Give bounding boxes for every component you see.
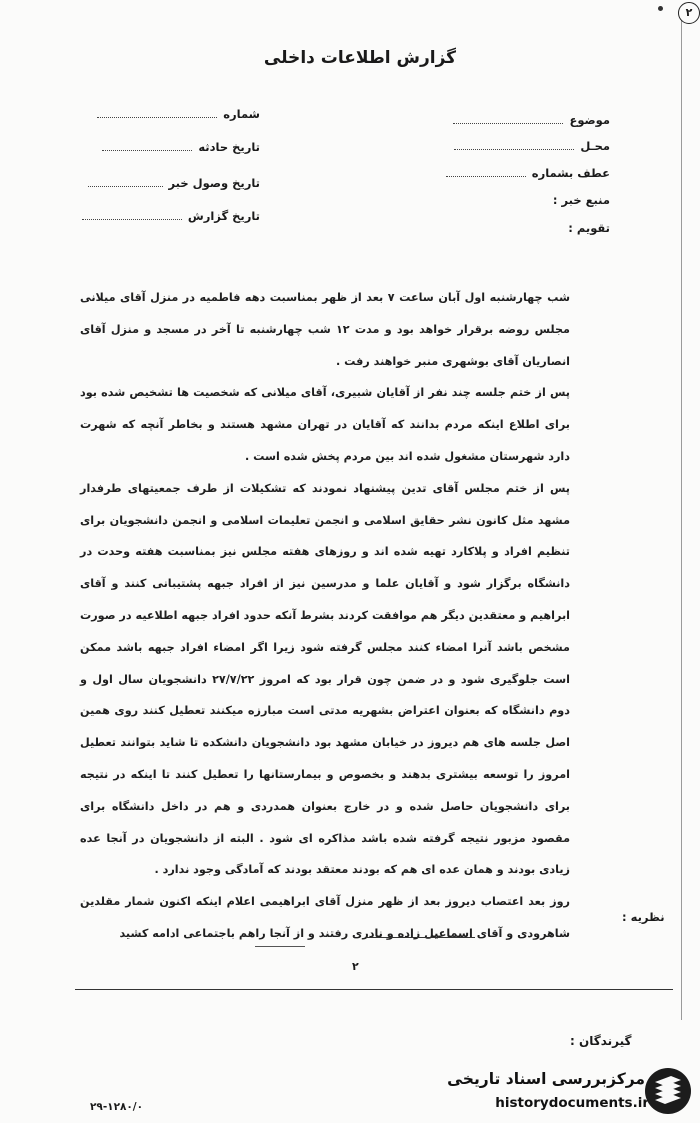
field-report-date-line xyxy=(82,218,182,220)
archive-watermark xyxy=(415,1064,695,1120)
field-source-label: منبع خبر : xyxy=(552,193,610,207)
report-body xyxy=(80,282,570,950)
field-subject xyxy=(453,113,610,127)
field-receipt-date-label: تاریخ وصول خبر xyxy=(168,176,260,190)
field-number xyxy=(97,107,260,121)
corner-mark xyxy=(658,6,663,11)
body-paragraph: پس از ختم جلسه چند نفر از آقایان شبیری، آقای میلانی که شخصیت ها تشخیص شده بود برای اطلاع اینکه مردم بدانند که آقایان در تهران مشهد هستند و بخاطر آنچه که شهرت دارد شهرستان مشغول شده اند بین مردم پخش شده است . xyxy=(80,386,570,463)
field-number-label: شماره xyxy=(223,107,260,121)
signature-underline-short xyxy=(255,946,305,947)
field-incident-date xyxy=(102,140,260,154)
field-subject-line xyxy=(453,122,563,124)
comment-label: نظریه : xyxy=(622,910,665,924)
field-receipt-date-line xyxy=(88,185,163,187)
archive-logo-icon xyxy=(643,1066,693,1116)
document-code: ۲۹-۱۲۸۰/۰ xyxy=(90,1101,144,1113)
field-report-date xyxy=(82,209,260,223)
field-subject-label: موضوع xyxy=(569,113,610,127)
watermark-url: historydocuments.ir xyxy=(495,1095,649,1111)
signature-underline xyxy=(365,937,475,938)
body-paragraph: روز بعد اعتصاب دیروز بعد از ظهر منزل آقای ابراهیمی اعلام اینکه اکنون شمار مقلدین شاهرودی و آقای اسماعیل زاده و نادری رفتند و از آنجا راهم باجتماعی ادامه کشید xyxy=(80,895,570,940)
watermark-name: مرکزبررسی اسناد تاریخی xyxy=(447,1070,645,1088)
field-calendar xyxy=(568,221,610,235)
footer-rule xyxy=(75,989,673,990)
field-report-date-label: تاریخ گزارش xyxy=(187,209,260,223)
field-location-label: محـل xyxy=(580,139,610,153)
field-location xyxy=(454,139,610,153)
field-incident-date-label: تاریخ حادثه xyxy=(198,140,260,154)
page-edge-line xyxy=(681,20,682,1020)
field-reference-line xyxy=(446,175,526,177)
body-paragraph: پس از ختم مجلس آقای تدین پیشنهاد نمودند که تشکیلات از طرف جمعیتهای طرفدار مشهد مثل کانون نشر حقایق اسلامی و انجمن تعلیمات اسلامی و انجمن دانشجویان برای تنظیم افراد و پلاکارد تهیه شده اند و روزهای هفته مجلس نیز بمناسبت هفته وحدت در دانشگاه برگزار شود و آقایان علما و مدرسین نیز از افراد جبهه پشتیبانی کنند و آقای ابراهیم و معتقدین دیگر هم موافقت کردند بشرط آنکه حدود افراد جبهه اطلاعیه در صورت مشخص باشد آنرا امضاء کنند مجلس گرفته شود زیرا اگر امضاء افراد جبهه باشد ممکن است جلوگیری شود و در ضمن چون قرار بود که امروز ۲۷/۷/۲۲ دانشجویان سال اول و دوم دانشگاه که بعنوان اعتراض بشهریه مدتی است مبارزه میکنند تعطیل کنند روی همین اصل جلسه های هم دیروز در خیابان مشهد بود دانشجویان دانشکده تا شاید بتوانند تعطیل امروز را توسعه بیشتری بدهند و بخصوص و بیمارستانها را تعطیل کنند تا اینکه در نتیجه برای دانشجویان حاصل شده و در خارج بعنوان همدردی و هم در داخل دانشگاه برای مقصود مزبور نتیجه گرفته شده باشد مذاکره ای شود . البته از دانشجویان در آنجا عده زیادی بودند و همان عده ای هم که بودند معتقد بودند که آمادگی وجود ندارد . xyxy=(80,481,570,877)
recipients-label: گیرندگان : xyxy=(570,1034,632,1048)
field-calendar-label: تقویم : xyxy=(568,221,610,235)
field-reference-label: عطف بشماره xyxy=(531,166,610,180)
page-number-circle: ۲ xyxy=(678,2,700,24)
field-source xyxy=(553,193,610,207)
field-number-line xyxy=(97,116,217,118)
page-mark: ۲ xyxy=(352,960,359,973)
field-reference xyxy=(446,166,610,180)
body-paragraph: شب چهارشنبه اول آبان ساعت ۷ بعد از ظهر بمناسبت دهه فاطمیه در منزل آقای میلانی مجلس روضه برقرار خواهد بود و مدت ۱۲ شب چهارشنبه تا آخر در مسجد و منزل آقای انصاریان آقای بوشهری منبر خواهند رفت . xyxy=(80,291,570,368)
field-location-line xyxy=(454,148,574,150)
document-title: گزارش اطلاعات داخلی xyxy=(263,48,457,68)
field-incident-date-line xyxy=(102,149,192,151)
field-receipt-date xyxy=(88,176,260,190)
